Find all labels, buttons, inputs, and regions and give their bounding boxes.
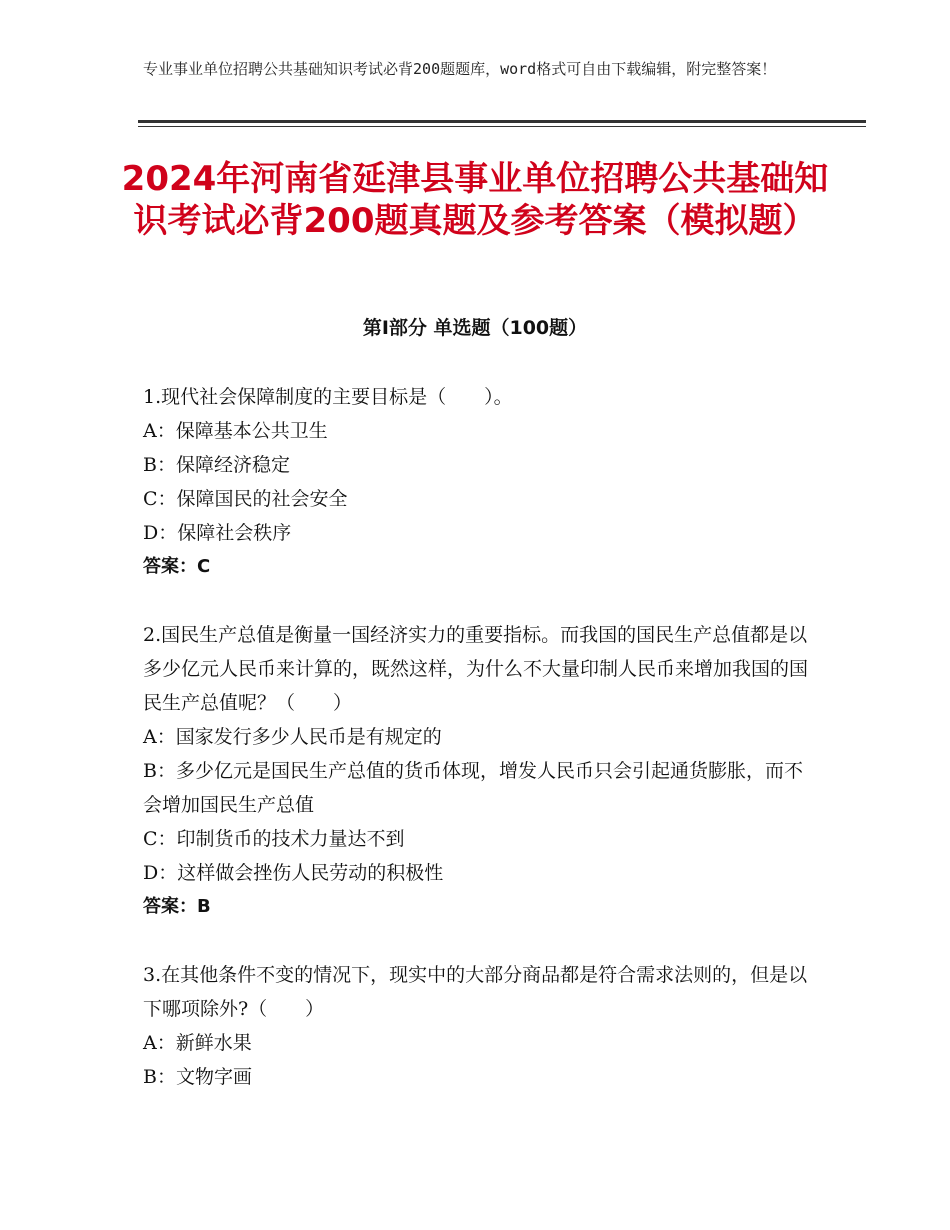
header-rule-thick <box>138 120 866 123</box>
question-2 <box>143 618 808 924</box>
answer: 答案：C <box>143 556 211 577</box>
section-title: 第Ⅰ部分 单选题（100题） <box>362 317 588 339</box>
question-1 <box>143 380 808 584</box>
option-c: C：印制货币的技术力量达不到 <box>143 828 405 850</box>
option-a: A：国家发行多少人民币是有规定的 <box>143 726 442 748</box>
option-a: A：新鲜水果 <box>143 1032 252 1054</box>
option-d: D：这样做会挫伤人民劳动的积极性 <box>143 862 444 884</box>
option-b: B：文物字画 <box>143 1066 252 1088</box>
option-a: A：保障基本公共卫生 <box>143 420 328 442</box>
header-note: 专业事业单位招聘公共基础知识考试必背200题题库，word格式可自由下载编辑，附完整答案！ <box>143 60 777 78</box>
option-b: B：保障经济稳定 <box>143 454 290 476</box>
header-rule-thin <box>138 126 866 127</box>
option-c: C：保障国民的社会安全 <box>143 488 348 510</box>
option-b: B：多少亿元是国民生产总值的货币体现，增发人民币只会引起通货膨胀，而不会增加国民生产总值 <box>143 760 803 816</box>
document-title: 2024年河南省延津县事业单位招聘公共基础知识考试必背200题真题及参考答案（模拟题） <box>121 159 829 241</box>
answer: 答案：B <box>143 896 211 917</box>
question-stem: 2.国民生产总值是衡量一国经济实力的重要指标。而我国的国民生产总值都是以多少亿元人民币来计算的，既然这样，为什么不大量印制人民币来增加我国的国民生产总值呢？（ ） <box>143 624 809 714</box>
question-list <box>143 380 808 1128</box>
option-d: D：保障社会秩序 <box>143 522 292 544</box>
question-3 <box>143 958 808 1094</box>
question-stem: 1.现代社会保障制度的主要目标是（ ）。 <box>143 386 513 408</box>
question-stem: 3.在其他条件不变的情况下，现实中的大部分商品都是符合需求法则的，但是以下哪项除外?（ ） <box>143 964 808 1020</box>
